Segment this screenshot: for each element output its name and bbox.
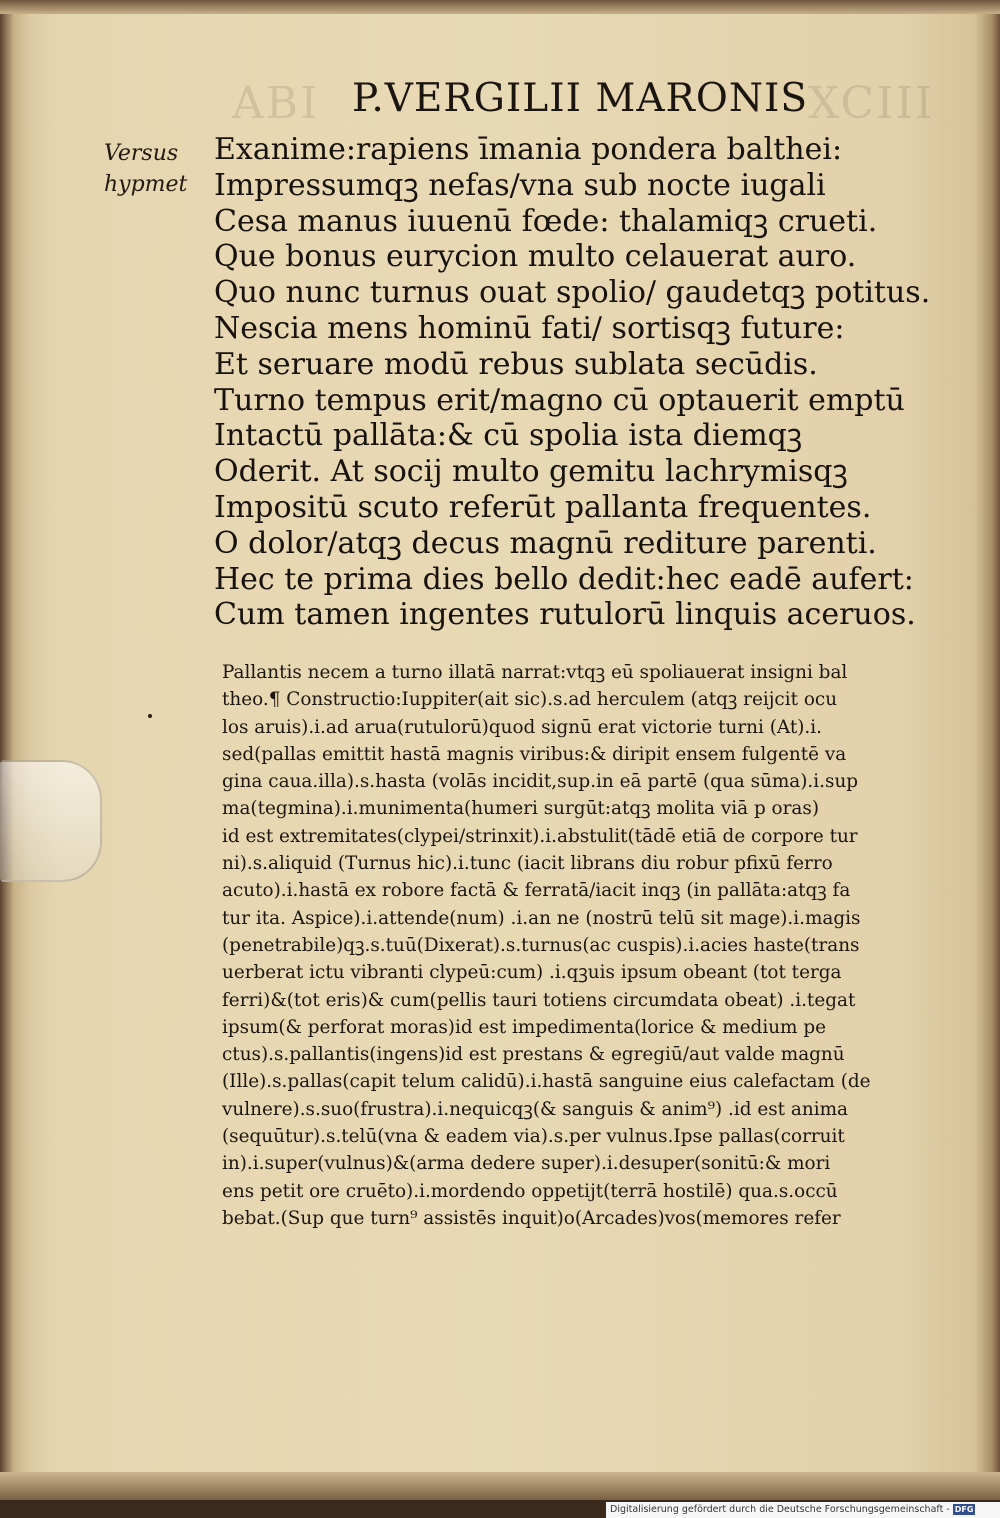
dfg-logo: DFG	[954, 1505, 974, 1514]
page-bottom-edge	[0, 1472, 1000, 1500]
commentary-line: ma(tegmina).i.munimenta(humeri surgūt:atqꝫ molita viā p oras)	[222, 798, 820, 820]
verse-line: Et seruare modū rebus sublata secūdis.	[214, 346, 818, 382]
verse-line: Intactū pallāta:& cū spolia ista diemqꝫ	[214, 418, 803, 454]
verse-line: Impressumqꝫ nefas/vna sub nocte iugali	[214, 167, 826, 203]
commentary-line: ni).s.aliquid (Turnus hic).i.tunc (iacit librans diu robur pfixū ferro	[222, 853, 833, 875]
commentary-block	[222, 659, 934, 1232]
commentary-line: gina caua.illa).s.hasta (volās incidit,sup.in eā partē (qua sūma).i.sup	[222, 771, 859, 793]
verse-line: Cesa manus iuuenū fœde: thalamiqꝫ crueti.	[214, 203, 878, 239]
verse-line: Oderit. At socij multo gemitu lachrymisqꝫ	[214, 454, 848, 490]
verse-line: Turno tempus erit/magno cū optauerit emptū	[214, 382, 905, 418]
commentary-line: vulnere).s.suo(frustra).i.nequicqꝫ(& sanguis & anim⁹) .id est anima	[222, 1098, 848, 1120]
commentary-line: ipsum(& perforat moras)id est impedimenta(lorice & medium pe	[222, 1016, 826, 1038]
commentary-line: Pallantis necem a turno illatā narrat:vtqꝫ eū spoliauerat insigni bal	[222, 662, 848, 683]
commentary-line: (penetrabile)qꝫ.s.tuū(Dixerat).s.turnus(ac cuspis).i.acies haste(trans	[222, 934, 860, 956]
margin-note	[104, 138, 202, 200]
verse-line: O dolor/atqꝫ decus magnū rediture parenti.	[214, 525, 877, 561]
margin-note-line: Versus	[104, 141, 179, 166]
commentary-line: (Ille).s.pallas(capit telum calidū).i.hastā sanguine eius calefactam (de	[222, 1071, 871, 1093]
commentary-line: sed(pallas emittit hastā magnis viribus:& diripit ensem fulgentē va	[222, 743, 847, 765]
verse-line: Quo nunc turnus ouat spolio/ gaudetqꝫ potitus.	[214, 275, 931, 311]
ink-speck	[148, 714, 152, 718]
commentary-line: id est extremitates(clypei/strinxit).i.abstulit(tādē etiā de corpore tur	[222, 825, 858, 847]
verse-line: Que bonus eurycion multo celauerat auro.	[214, 239, 857, 275]
verse-line: Exanime:rapiens īmania pondera balthei:	[214, 132, 843, 167]
commentary-line: (sequūtur).s.telū(vna & eadem via).s.per vulnus.Ipse pallas(corruit	[222, 1126, 845, 1148]
digitization-credit	[606, 1502, 1000, 1518]
running-header: P.VERGILII MARONIS	[352, 76, 809, 121]
commentary-line: ferri)&(tot eris)& cum(pellis tauri totiens circumdata obeat) .i.tegat	[222, 989, 856, 1011]
verse-line: Nescia mens hominū fati/ sortisqꝫ future:	[214, 310, 845, 346]
commentary-line: ctus).s.pallantis(ingens)id est prestans & egregiū/aut valde magnū	[222, 1044, 845, 1066]
commentary-line: uerberat ictu vibranti clypeū:cum) .i.qꝫuis ipsum obeant (tot terga	[222, 962, 842, 984]
margin-note-line: hypmet	[104, 172, 188, 197]
credit-text: Digitalisierung gefördert durch die Deutsche Forschungsgemeinschaft -	[610, 1504, 950, 1515]
commentary-line: theo.¶ Constructio:Iuppiter(ait sic).s.ad herculem (atqꝫ reijcit ocu	[222, 689, 838, 711]
page-clip	[0, 760, 102, 882]
show-through-text-right: XCIII	[808, 78, 935, 129]
commentary-line: acuto).i.hastā ex robore factā & ferratā/iacit inqꝫ (in pallāta:atqꝫ fa	[222, 880, 851, 902]
verse-line: Hec te prima dies bello dedit:hec eadē aufert:	[214, 561, 914, 597]
commentary-line: bebat.(Sup que turn⁹ assistēs inquit)o(Arcades)vos(memores refer	[222, 1207, 841, 1229]
verse-line: Cum tamen ingentes rutulorū linquis aceruos.	[214, 597, 916, 633]
commentary-line: tur ita. Aspice).i.attende(num) .i.an ne (nostrū telū sit mage).i.magis	[222, 907, 861, 929]
commentary-line: los aruis).i.ad arua(rutulorū)quod signū erat victorie turni (At).i.	[222, 716, 822, 738]
commentary-line: ens petit ore cruēto).i.mordendo oppetijt(terrā hostilē) qua.s.occū	[222, 1180, 838, 1202]
verse-line: Impositū scuto referūt pallanta frequentes.	[214, 489, 872, 525]
verse-block	[214, 132, 931, 633]
commentary-line: in).i.super(vulnus)&(arma dedere super).i.desuper(sonitū:& mori	[222, 1153, 831, 1175]
show-through-text-left: ABI	[232, 78, 320, 129]
page-top-edge	[0, 0, 1000, 14]
